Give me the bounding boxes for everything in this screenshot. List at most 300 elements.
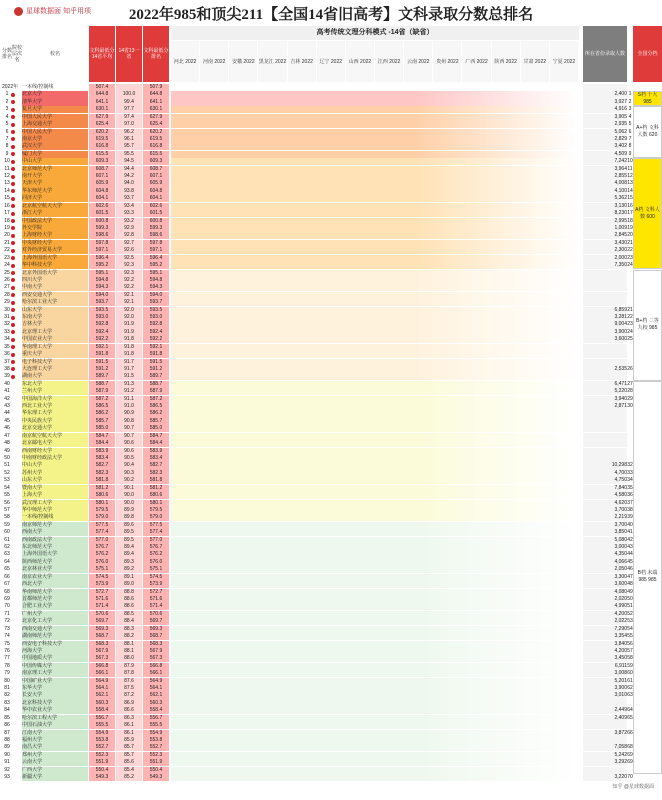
cell-avg14: 616.8: [89, 143, 115, 150]
cell-rank: 9: [5, 150, 9, 157]
cell-rank: 80: [4, 677, 10, 684]
cell-avg13: 94.4: [116, 166, 142, 173]
rank-marker-icon: [11, 234, 15, 238]
cell-rank: 60: [4, 529, 10, 536]
table-row: [0, 381, 662, 388]
cell-seats: [583, 455, 627, 462]
cell-province-band: [171, 151, 579, 158]
cell-seat-rank: 1: [628, 91, 632, 98]
cell-school: 北京林业大学: [22, 566, 88, 573]
table-row: [0, 455, 662, 462]
cell-avg-other: 554.9: [143, 730, 169, 737]
cell-rank: 72: [4, 618, 10, 625]
cell-province-band: [171, 210, 579, 217]
cell-province-band: [171, 470, 579, 477]
header-tier: 院校层次名: [12, 45, 23, 63]
cell-seat-rank: 63: [627, 692, 633, 699]
cell-seats: 3,872: [583, 730, 627, 737]
cell-school: 河海大学: [22, 648, 88, 655]
cell-province-band: [171, 284, 579, 291]
cell-avg-other: 597.8: [143, 240, 169, 247]
cell-avg-other: 569.3: [143, 626, 169, 633]
rank-marker-icon: [11, 145, 15, 149]
rank-marker-icon: [11, 353, 15, 357]
cell-avg13: 95.7: [116, 143, 142, 150]
cell-rank: 49: [4, 447, 10, 454]
cell-avg-other: 588.7: [143, 381, 169, 388]
cell-avg-other: 553.8: [143, 737, 169, 744]
cell-rank: 43: [4, 403, 10, 410]
table-row: [0, 121, 662, 128]
brand-name: 星球数据面 知乎用项: [26, 8, 91, 15]
cell-rank: 86: [4, 722, 10, 729]
cell-seats: 4,080: [583, 589, 627, 596]
cell-avg14: 566.1: [89, 670, 115, 677]
cell-seats: 4,200: [583, 611, 627, 618]
cell-avg14: 592.1: [89, 344, 115, 351]
cell-school: 暨南大学: [22, 485, 88, 492]
cell-province-band: [171, 314, 579, 321]
cell-school: 复旦大学: [22, 106, 88, 113]
cell-avg-other: 607.1: [143, 173, 169, 180]
table-row: [0, 396, 662, 403]
cell-rank: 61: [4, 536, 10, 543]
table-row: [0, 277, 662, 284]
cell-avg14: 627.9: [89, 114, 115, 121]
cell-avg13: 90.0: [116, 500, 142, 507]
cell-avg14: 587.2: [89, 396, 115, 403]
cell-seats: 3,281: [583, 314, 627, 321]
cell-avg-other: 572.7: [143, 589, 169, 596]
cell-school: 山东大学: [22, 307, 88, 314]
cell-province-band: [171, 425, 579, 432]
cell-school: 长安大学: [22, 692, 88, 699]
table-row: [0, 715, 662, 722]
cell-seat-rank: 50: [627, 595, 633, 602]
cell-seats: 4,008: [583, 180, 627, 187]
cell-province-band: [171, 596, 579, 603]
cell-avg13: 88.8: [116, 589, 142, 596]
cell-avg13: 97.4: [116, 114, 142, 121]
cell-avg13: 87.8: [116, 670, 142, 677]
cell-avg14: 604.1: [89, 195, 115, 202]
cell-avg-other: 551.9: [143, 759, 169, 766]
cell-avg13: 88.1: [116, 641, 142, 648]
cell-avg13: 91.9: [116, 329, 142, 336]
cell-avg-other: 555.5: [143, 722, 169, 729]
cell-rank: 55: [4, 492, 10, 499]
cell-avg-other: 597.1: [143, 247, 169, 254]
cell-school: 中国政法大学: [22, 218, 88, 225]
cell-rank: 11: [4, 165, 10, 172]
rank-marker-icon: [11, 219, 15, 223]
cell-avg-other: 582.3: [143, 470, 169, 477]
cell-school: 中央财经大学: [22, 240, 88, 247]
cell-avg14: 585.0: [89, 425, 115, 432]
cell-rank: 75: [4, 640, 10, 647]
cell-avg13: 90.7: [116, 425, 142, 432]
cell-avg14: 592.2: [89, 336, 115, 343]
table-row: [0, 425, 662, 432]
rank-marker-icon: [11, 130, 15, 134]
cell-seats: [583, 700, 627, 707]
cell-seats: 3,927: [583, 99, 627, 106]
cell-avg14: 572.7: [89, 589, 115, 596]
cell-seat-rank: 8: [628, 143, 632, 150]
rank-marker-icon: [11, 160, 15, 164]
cell-seat-rank: 36: [627, 492, 633, 499]
header-province: 河北 2022: [171, 41, 200, 82]
table-row: [0, 618, 662, 625]
cell-seat-rank: 13: [627, 180, 633, 187]
cell-avg14: 549.3: [89, 774, 115, 781]
cell-avg14: 507.4: [89, 84, 115, 91]
header-province: 广西 2022: [462, 41, 491, 82]
cell-seat-rank: 48: [627, 581, 633, 588]
cell-avg-other: 577.5: [143, 522, 169, 529]
table-row: [0, 284, 662, 291]
cell-seats: 3,300: [583, 574, 627, 581]
cell-province-band: [171, 685, 579, 692]
cell-province-band: [171, 663, 579, 670]
cell-school: 对外经济贸易大学: [22, 247, 88, 254]
cell-rank: 32: [4, 321, 10, 328]
cell-avg13: 93.2: [116, 218, 142, 225]
cell-avg13: 91.1: [116, 396, 142, 403]
cell-rank: 25: [4, 269, 10, 276]
cell-avg-other: 585.7: [143, 418, 169, 425]
cell-province-band: [171, 759, 579, 766]
cell-seat-rank: 52: [627, 610, 633, 617]
rank-marker-icon: [11, 256, 15, 260]
rank-marker-icon: [11, 360, 15, 364]
cell-rank: 38: [4, 365, 10, 372]
cell-avg13: 86.1: [116, 730, 142, 737]
cell-avg13: 88.4: [116, 618, 142, 625]
rank-marker-icon: [11, 212, 15, 216]
cell-seat-rank: 22: [627, 247, 633, 254]
watermark: 知乎 @星球数据面: [612, 784, 654, 790]
cell-avg13: 89.0: [116, 581, 142, 588]
cell-avg-other: 596.4: [143, 255, 169, 262]
cell-seats: 3,600: [583, 581, 627, 588]
cell-school: 中国人民大学: [22, 114, 88, 121]
cell-rank: 52: [4, 469, 10, 476]
cell-avg13: 88.2: [116, 633, 142, 640]
cell-province-band: [171, 581, 579, 588]
cell-rank: 2022年: [2, 84, 19, 90]
rank-marker-icon: [11, 137, 15, 141]
cell-avg14: 584.4: [89, 440, 115, 447]
cell-province-band: [171, 158, 579, 165]
table-row: [0, 522, 662, 529]
cell-rank: 23: [4, 254, 10, 261]
cell-avg-other: 583.4: [143, 455, 169, 462]
table-row: [0, 344, 662, 351]
rank-marker-icon: [11, 271, 15, 275]
cell-province-band: [171, 270, 579, 277]
table-row: [0, 166, 662, 173]
cell-seat-rank: 28: [627, 388, 633, 395]
cell-seat-rank: 20: [627, 232, 633, 239]
cell-seats: [583, 270, 627, 277]
cell-seat-rank: 38: [627, 506, 633, 513]
rank-marker-icon: [11, 182, 15, 186]
rank-marker-icon: [11, 93, 15, 97]
rank-marker-icon: [11, 375, 15, 379]
rank-marker-icon: [11, 115, 15, 119]
cell-avg14: 593.7: [89, 299, 115, 306]
cell-school: 中国海洋大学: [22, 396, 88, 403]
rank-marker-icon: [11, 345, 15, 349]
cell-avg13: 92.1: [116, 299, 142, 306]
cell-province-band: [171, 418, 579, 425]
cell-seats: [583, 737, 627, 744]
table-row: [0, 440, 662, 447]
cell-avg-other: 579.5: [143, 507, 169, 514]
cell-avg14: 577.0: [89, 537, 115, 544]
cell-seats: 6,471: [583, 381, 627, 388]
cell-school: 华东理工大学: [22, 410, 88, 417]
table-row: [0, 91, 662, 98]
cell-rank: 20: [4, 232, 10, 239]
cell-avg-other: 562.1: [143, 692, 169, 699]
cell-seats: 3,905: [583, 114, 627, 121]
cell-avg14: 579.0: [89, 514, 115, 521]
cell-avg-other: 550.4: [143, 767, 169, 774]
cell-avg-other: 587.2: [143, 396, 169, 403]
cell-province-band: [171, 247, 579, 254]
cell-province-band: [171, 84, 579, 91]
cell-seats: 4,990: [583, 603, 627, 610]
cell-school: 华中师范大学: [22, 507, 88, 514]
cell-avg14: 580.1: [89, 500, 115, 507]
cell-avg13: 92.6: [116, 247, 142, 254]
cell-avg14: 630.1: [89, 106, 115, 113]
cell-province-band: [171, 500, 579, 507]
cell-avg13: 94.5: [116, 158, 142, 165]
cell-province-band: [171, 277, 579, 284]
cell-avg13: 90.1: [116, 485, 142, 492]
cell-province-band: [171, 433, 579, 440]
header-seats: 所在省份录取人数: [583, 26, 627, 82]
cell-seats: 4,916: [583, 106, 627, 113]
cell-avg-other: 585.0: [143, 425, 169, 432]
header-province: 甘肃 2022: [521, 41, 550, 82]
cell-avg-other: 568.3: [143, 641, 169, 648]
cell-province-band: [171, 692, 579, 699]
cell-school: 华中农业大学: [22, 707, 88, 714]
cell-seat-rank: 22: [627, 314, 633, 321]
rank-marker-icon: [11, 226, 15, 230]
cell-school: 中山大学: [22, 462, 88, 469]
cell-seats: [583, 373, 627, 380]
cell-avg13: 91.7: [116, 359, 142, 366]
cell-avg14: 558.4: [89, 707, 115, 714]
cell-rank: 26: [4, 276, 10, 283]
cell-rank: 41: [4, 388, 10, 395]
cell-avg-other: 570.6: [143, 611, 169, 618]
cell-avg-other: 575.1: [143, 566, 169, 573]
cell-province-band: [171, 522, 579, 529]
cell-seats: [583, 351, 627, 358]
cell-seat-rank: 54: [627, 625, 633, 632]
table-row: [0, 678, 662, 685]
cell-avg13: 91.9: [116, 321, 142, 328]
cell-seats: 5,242: [583, 752, 627, 759]
cell-avg13: 90.4: [116, 462, 142, 469]
cell-province-band: [171, 388, 579, 395]
table-row: [0, 136, 662, 143]
cell-seat-rank: 45: [627, 558, 633, 565]
tier-label: S档 十大985: [633, 91, 662, 106]
cell-seat-rank: 39: [627, 514, 633, 521]
cell-avg13: 88.3: [116, 626, 142, 633]
cell-seats: 2,935: [583, 121, 627, 128]
cell-seat-rank: 24: [627, 328, 633, 335]
cell-seats: 2,050: [583, 566, 627, 573]
table-row: [0, 84, 662, 91]
cell-avg-other: 564.1: [143, 685, 169, 692]
cell-seat-rank: 65: [627, 714, 633, 721]
cell-school: 南开大学: [22, 173, 88, 180]
table-row: [0, 707, 662, 714]
cell-province-band: [171, 359, 579, 366]
cell-province-band: [171, 255, 579, 262]
cell-seat-rank: 9: [628, 150, 632, 157]
table-row: [0, 537, 662, 544]
cell-seats: 2,829: [583, 136, 627, 143]
cell-seats: 4,100: [583, 188, 627, 195]
cell-avg14: 568.7: [89, 633, 115, 640]
table-row: [0, 700, 662, 707]
cell-seats: 2,400: [583, 91, 627, 98]
cell-province-band: [171, 641, 579, 648]
cell-school: 北京科技大学: [22, 700, 88, 707]
cell-seats: 3,840: [583, 641, 627, 648]
cell-seat-rank: 55: [627, 633, 633, 640]
cell-province-band: [171, 166, 579, 173]
cell-seats: 3,000: [583, 544, 627, 551]
cell-avg-other: 584.4: [143, 440, 169, 447]
table-row: [0, 403, 662, 410]
table-row: [0, 626, 662, 633]
cell-seat-rank: 57: [627, 647, 633, 654]
cell-seat-rank: 18: [627, 217, 633, 224]
table-row: [0, 581, 662, 588]
cell-seat-rank: 70: [627, 774, 633, 781]
cell-province-band: [171, 566, 579, 573]
cell-avg-other: 577.0: [143, 537, 169, 544]
cell-school: 武汉大学: [22, 143, 88, 150]
cell-school: 广州大学: [22, 611, 88, 618]
table-row: [0, 359, 662, 366]
cell-seats: 4,066: [583, 559, 627, 566]
cell-school: 首都师范大学: [22, 596, 88, 603]
cell-seats: [583, 277, 627, 284]
table-row: [0, 151, 662, 158]
cell-province-band: [171, 648, 579, 655]
rank-marker-icon: [11, 123, 15, 127]
cell-province-band: [171, 299, 579, 306]
cell-province-band: [171, 507, 579, 514]
cell-school: 南京农业大学: [22, 574, 88, 581]
cell-province-band: [171, 173, 579, 180]
cell-province-band: [171, 203, 579, 210]
cell-rank: 19: [4, 224, 10, 231]
table-row: [0, 366, 662, 373]
table-row: [0, 566, 662, 573]
cell-province-band: [171, 262, 579, 269]
cell-province-band: [171, 670, 579, 677]
table-row: [0, 470, 662, 477]
cell-avg13: 92.3: [116, 262, 142, 269]
cell-school: 四川大学: [22, 277, 88, 284]
cell-province-band: [171, 744, 579, 751]
cell-avg14: 552.3: [89, 752, 115, 759]
cell-avg-other: 593.0: [143, 314, 169, 321]
cell-avg-other: 576.7: [143, 544, 169, 551]
cell-avg14: 579.5: [89, 507, 115, 514]
cell-school: 上海外国语大学: [22, 255, 88, 262]
cell-province-band: [171, 396, 579, 403]
cell-avg-other: 608.7: [143, 166, 169, 173]
cell-avg-other: 558.4: [143, 707, 169, 714]
cell-avg-other: 581.8: [143, 477, 169, 484]
cell-seats: 4,750: [583, 477, 627, 484]
cell-rank: 50: [4, 455, 10, 461]
cell-avg-other: 569.7: [143, 618, 169, 625]
cell-avg14: 576.2: [89, 551, 115, 558]
cell-school: 西安电子科技大学: [22, 641, 88, 648]
cell-rank: 13: [4, 180, 10, 187]
cell-rank: 63: [4, 551, 10, 558]
cell-seat-rank: 43: [627, 544, 633, 551]
table-row: [0, 114, 662, 121]
cell-avg13: 91.7: [116, 366, 142, 373]
cell-avg-other: 580.6: [143, 492, 169, 499]
cell-avg-other: 604.8: [143, 188, 169, 195]
cell-province-band: [171, 448, 579, 455]
header-school: 校名: [49, 51, 60, 57]
cell-avg14: 619.5: [89, 136, 115, 143]
cell-province-band: [171, 655, 579, 662]
table-header: [0, 26, 662, 82]
cell-avg-other: 615.5: [143, 151, 169, 158]
cell-seat-rank: 66: [627, 729, 633, 736]
cell-seat-rank: 42: [627, 536, 633, 543]
cell-school: 北京外国语大学: [22, 270, 88, 277]
cell-school: 西安交通大学: [22, 292, 88, 299]
cell-avg13: 100.0: [116, 91, 142, 98]
cell-avg-other: 581.2: [143, 485, 169, 492]
cell-seats: 4,580: [583, 492, 627, 499]
cell-province-band: [171, 514, 579, 521]
table-row: [0, 299, 662, 306]
cell-avg13: 88.0: [116, 655, 142, 662]
cell-province-band: [171, 403, 579, 410]
rank-marker-icon: [11, 293, 15, 297]
cell-seats: 3,430: [583, 240, 627, 247]
cell-seats: [583, 359, 627, 366]
cell-rank: 92: [4, 766, 10, 773]
cell-seats: 3,850: [583, 529, 627, 536]
cell-seats: 3,220: [583, 774, 627, 781]
cell-seat-rank: 61: [627, 677, 633, 684]
cell-rank: 8: [5, 143, 9, 150]
cell-rank: 37: [4, 358, 10, 365]
cell-seats: 2,855: [583, 173, 627, 180]
